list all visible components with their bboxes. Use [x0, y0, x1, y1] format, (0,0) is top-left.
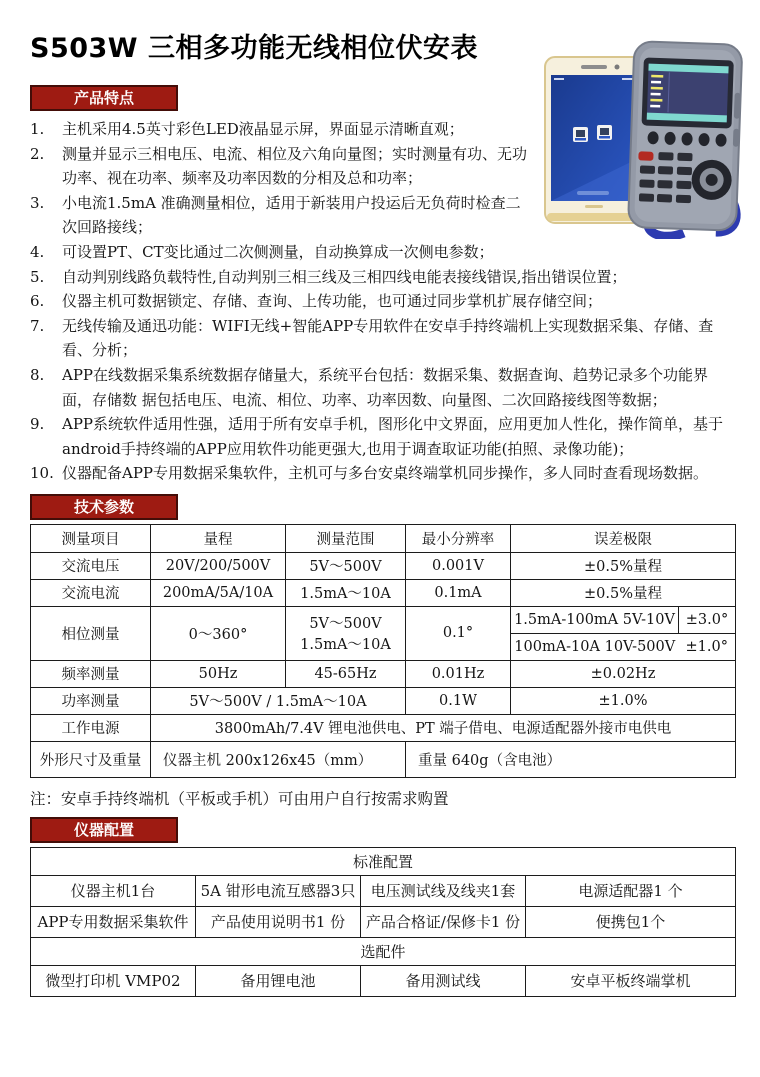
spec-cell: ±0.5%量程 [511, 579, 736, 606]
config-cell: 便携包1个 [526, 906, 736, 937]
config-optional-title-row [31, 937, 736, 965]
feature-number: 8. [30, 365, 45, 384]
feature-text: 可设置PT、CT变比通过二次侧测量，自动换算成一次侧电参数； [62, 242, 494, 261]
spec-cell: 50Hz [151, 660, 286, 687]
spec-row-dimension [31, 741, 736, 777]
feature-number: 5. [30, 267, 45, 286]
spec-cell: 0.001V [406, 552, 511, 579]
spec-cell: 1.5mA-100mA 5V-10V [511, 606, 679, 633]
spec-cell: 0.1W [406, 687, 511, 714]
feature-text: 小电流1.5mA 准确测量相位，适用于新装用户投运后无负荷时检查二次回路接线； [62, 193, 521, 237]
spec-cell: 20V/200/500V [151, 552, 286, 579]
spec-col-header: 量程 [151, 524, 286, 552]
feature-text: 主机采用4.5英寸彩色LED液晶显示屏，界面显示清晰直观； [62, 120, 464, 138]
config-cell: 产品合格证/保修卡1 份 [361, 906, 526, 937]
spec-cell: 100mA-10A 10V-500V [511, 633, 679, 660]
spec-row-supply [31, 714, 736, 741]
spec-cell: 相位测量 [31, 606, 151, 660]
config-row [31, 965, 736, 996]
feature-text: 测量并显示三相电压、电流、相位及六角向量图；实时测量有功、无功功率、视在功率、频率及功率因数的分相及总和功率； [62, 144, 528, 188]
feature-text: APP在线数据采集系统数据存储量大，系统平台包括：数据采集、数据查询、趋势记录多个功能界面，存储数 据包括电压、电流、相位、功率、功率因数、向量图、二次回路接线图等数据； [62, 365, 709, 409]
spec-col-header: 测量项目 [31, 524, 151, 552]
spec-cell: ±1.0% [511, 687, 736, 714]
feature-list [30, 117, 735, 486]
meter-icon [628, 41, 743, 239]
spec-cell: ±3.0° [679, 606, 736, 633]
spec-cell: 仪器主机 200x126x45（mm） [151, 741, 406, 777]
config-cell: 微型打印机 VMP02 [31, 965, 196, 996]
feature-text: 仪器配备APP专用数据采集软件，主机可与多台安桌终端掌机同步操作，多人同时查看现场数据。 [62, 464, 709, 483]
spec-cell: 200mA/5A/10A [151, 579, 286, 606]
spec-row-phase [31, 606, 736, 633]
config-cell: 安卓平板终端掌机 [526, 965, 736, 996]
feature-number: 7. [30, 316, 45, 335]
feature-item [30, 240, 735, 265]
config-group-title: 标准配置 [31, 847, 736, 875]
config-cell: 5A 钳形电流互感器3只 [196, 875, 361, 906]
feature-number: 4. [30, 242, 45, 261]
feature-item [30, 412, 735, 461]
config-cell: 备用锂电池 [196, 965, 361, 996]
feature-item [30, 265, 735, 290]
spec-cell-line: 1.5mA～10A [300, 637, 391, 654]
spec-row-voltage [31, 552, 736, 579]
spec-cell: 重量 640g（含电池） [406, 741, 736, 777]
feature-number: 1. [30, 120, 45, 138]
spec-cell: ±1.0° [679, 633, 736, 660]
specs-table [30, 524, 736, 778]
spec-cell: 0～360° [151, 606, 286, 660]
product-spec-page [0, 26, 760, 1077]
spec-row-power [31, 687, 736, 714]
config-row [31, 875, 736, 906]
feature-number: 3. [30, 193, 45, 212]
spec-cell: 工作电源 [31, 714, 151, 741]
section-header-specs: 技术参数 [30, 494, 178, 520]
config-cell: 电压测试线及线夹1套 [361, 875, 526, 906]
config-cell: 仪器主机1台 [31, 875, 196, 906]
spec-col-header: 最小分辨率 [406, 524, 511, 552]
feature-item [30, 314, 735, 363]
spec-cell [286, 606, 406, 660]
page-title: S503W 三相多功能无线相位伏安表 [30, 33, 478, 64]
spec-cell: 3800mAh/7.4V 锂电池供电、PT 端子借电、电源适配器外接市电供电 [151, 714, 736, 741]
spec-cell: 1.5mA～10A [286, 579, 406, 606]
product-photo [537, 31, 749, 239]
specs-header-row [31, 524, 736, 552]
purchase-note: 注：安卓手持终端机（平板或手机）可由用户自行按需求购置 [30, 789, 449, 808]
spec-cell: 交流电压 [31, 552, 151, 579]
feature-item [30, 289, 735, 314]
section-header-config: 仪器配置 [30, 817, 178, 843]
feature-text: 自动判别线路负载特性,自动判别三相三线及三相四线电能表接线错误,指出错误位置； [62, 267, 627, 286]
config-group-title: 选配件 [31, 937, 736, 965]
config-standard-title-row [31, 847, 736, 875]
spec-cell-line: 5V～500V [309, 616, 382, 633]
config-cell: 备用测试线 [361, 965, 526, 996]
product-photo-illustration [537, 31, 749, 239]
spec-row-frequency [31, 660, 736, 687]
spec-cell: 0.1° [406, 606, 511, 660]
spec-cell: 外形尺寸及重量 [31, 741, 151, 777]
spec-cell: 交流电流 [31, 579, 151, 606]
feature-item [30, 461, 735, 486]
spec-cell: 0.01Hz [406, 660, 511, 687]
feature-item [30, 363, 735, 412]
feature-text: 仪器主机可数据锁定、存储、查询、上传功能，也可通过同步掌机扩展存储空间； [62, 292, 603, 311]
config-table [30, 847, 736, 997]
section-header-features: 产品特点 [30, 85, 178, 111]
feature-number: 9. [30, 415, 45, 434]
spec-cell: 0.1mA [406, 579, 511, 606]
spec-row-current [31, 579, 736, 606]
feature-number: 2. [30, 144, 45, 163]
spec-col-header: 测量范围 [286, 524, 406, 552]
feature-number: 6. [30, 292, 45, 311]
feature-text: APP系统软件适用性强，适用于所有安卓手机，图形化中文界面，应用更加人性化，操作简单，基于android手持终端的APP应用软件功能更强大,也用于调查取证功能(拍照、录像功能)； [62, 415, 724, 458]
spec-cell: 5V～500V [286, 552, 406, 579]
spec-cell: ±0.02Hz [511, 660, 736, 687]
spec-cell: 频率测量 [31, 660, 151, 687]
config-cell: 电源适配器1 个 [526, 875, 736, 906]
spec-col-header: 误差极限 [511, 524, 736, 552]
spec-cell: ±0.5%量程 [511, 552, 736, 579]
spec-cell: 45-65Hz [286, 660, 406, 687]
feature-number: 10. [30, 464, 54, 483]
config-cell: APP专用数据采集软件 [31, 906, 196, 937]
config-cell: 产品使用说明书1 份 [196, 906, 361, 937]
spec-cell: 5V～500V / 1.5mA～10A [151, 687, 406, 714]
spec-cell: 功率测量 [31, 687, 151, 714]
feature-text: 无线传输及通迅功能：WIFI无线+智能APP专用软件在安卓手持终端机上实现数据采集、存储、查看、分析； [62, 316, 714, 360]
config-row [31, 906, 736, 937]
